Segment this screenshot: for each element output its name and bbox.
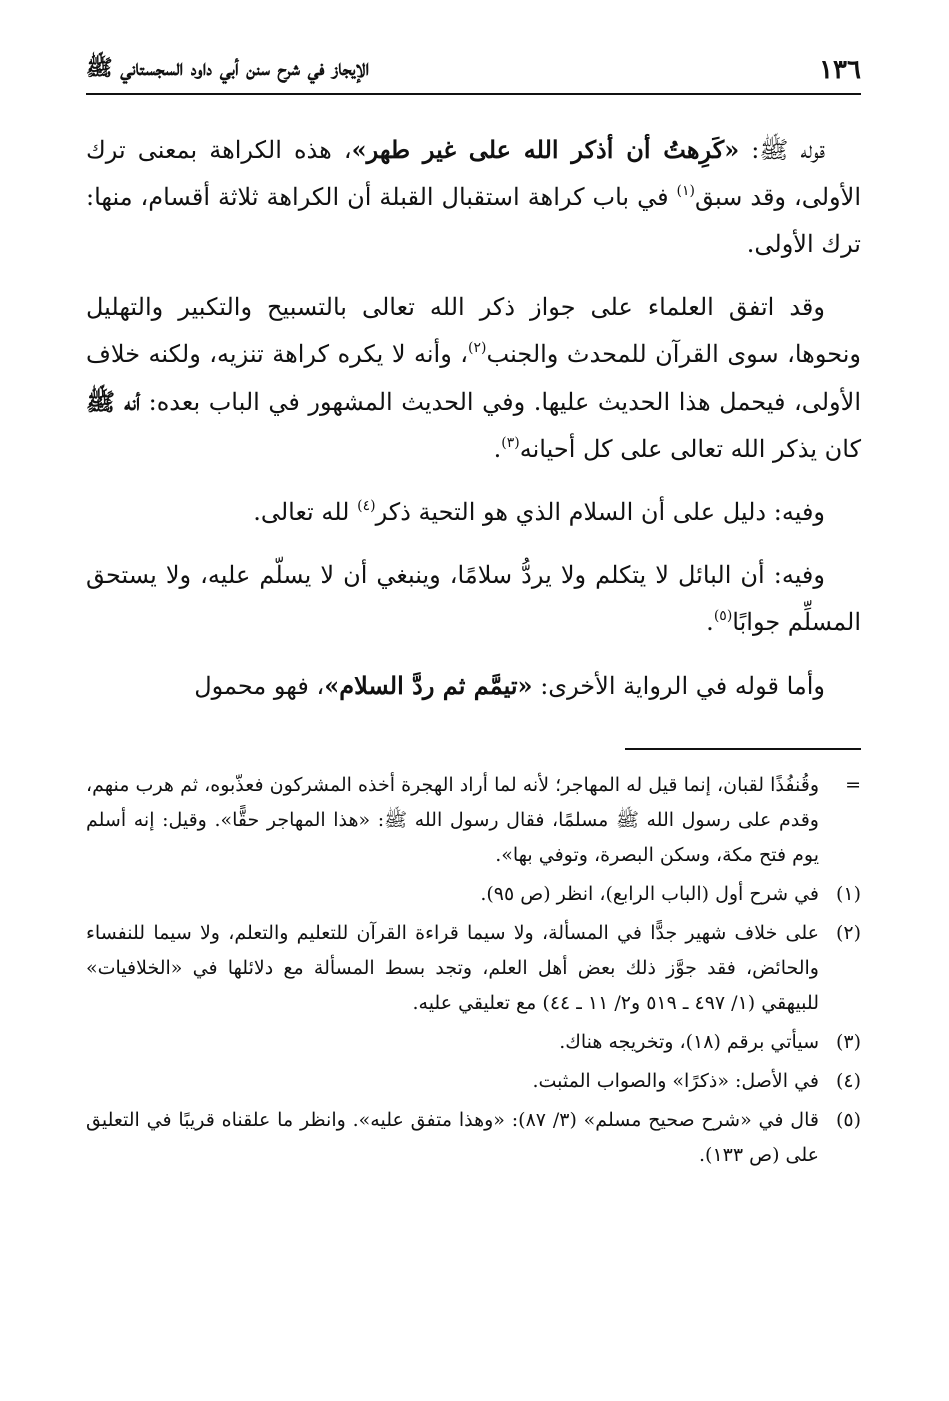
- text-run: ، وأنه لا يكره كراهة تنزيه، ولكنه خلاف الأولى، فيحمل هذا الحديث عليها. وفي الحديث المشهور في الباب بعده:: [86, 340, 861, 416]
- paragraph-4: [86, 552, 861, 646]
- hadith-quote: أنه ﷺ: [86, 387, 141, 416]
- text-run: .: [706, 608, 714, 636]
- footnote-separator: [625, 748, 861, 750]
- footnote-5: [86, 1103, 861, 1173]
- footnote-mark: (٢): [835, 922, 861, 944]
- footnote-3: [86, 1025, 861, 1060]
- footnote-1: [86, 877, 861, 912]
- text-run: وفيه: أن البائل لا يتكلم ولا يردُّ سلامًا، وينبغي أن لا يسلّم عليه، ولا يستحق المسلِّم جوابًا: [86, 561, 861, 636]
- running-title: الإيجاز في شرح سنن أبي داود السجستاني ﷺ: [86, 55, 370, 81]
- footnote-4: [86, 1064, 861, 1099]
- hadith-quote: «تيمَّم ثم ردَّ السلام»: [324, 671, 533, 700]
- footnote-text: قال في «شرح صحيح مسلم» (٣/ ٨٧): «وهذا متفق عليه». وانظر ما علقناه قريبًا في التعليق على (ص ١٣٣).: [86, 1109, 819, 1166]
- paragraph-5: [86, 662, 861, 710]
- header-rule: [86, 93, 861, 95]
- footnote-continuation: [86, 768, 861, 873]
- hadith-quote: «كَرِهتُ أن أذكر الله على غير طهر»: [351, 135, 740, 164]
- text-run: وفيه: دليل على أن السلام الذي هو التحية ذكر: [375, 498, 825, 526]
- footnotes: [86, 768, 861, 1177]
- page-header: [86, 50, 861, 90]
- text-run: .: [493, 435, 502, 463]
- text-run: وقد اتفق العلماء على جواز ذكر الله تعالى بالتسبيح والتكبير والتهليل ونحوها، سوى القرآن للمحدث والجنب: [86, 293, 861, 368]
- text-run: في باب كراهة استقبال القبلة أن الكراهة ثلاثة أقسام، منها: ترك الأولى.: [86, 183, 861, 258]
- text-run: قوله ﷺ:: [739, 136, 826, 164]
- footnote-mark: (٣): [835, 1031, 861, 1053]
- footnote-ref-4[interactable]: (٤): [357, 498, 376, 514]
- footnote-text: وقُنفُذًا لقبان، إنما قيل له المهاجر؛ لأنه لما أراد الهجرة أخذه المشركون فعذّبوه، ثم هرب منهم، وقدم على رسول الله ﷺ مسلمًا، فقال رسول الله ﷺ: «هذا المهاجر حقًّا». وقيل: إنه أسلم يوم فتح مكة، وسكن البصرة، وتوفي بها».: [86, 774, 819, 866]
- footnote-ref-1[interactable]: (١): [676, 183, 696, 199]
- footnote-mark: (٤): [835, 1070, 861, 1092]
- footnote-ref-5[interactable]: (٥): [713, 608, 733, 624]
- footnote-text: في الأصل: «ذكرًا» والصواب المثبت.: [532, 1070, 819, 1092]
- footnote-2: [86, 916, 861, 1021]
- text-run: ، هذه الكراهة بمعنى ترك الأولى، وقد سبق: [86, 136, 862, 211]
- text-run: ، فهو محمول: [194, 672, 325, 700]
- footnote-text: سيأتي برقم (١٨)، وتخريجه هناك.: [559, 1031, 819, 1053]
- footnote-ref-3[interactable]: (٣): [501, 435, 520, 451]
- text-run: وأما قوله في الرواية الأخرى:: [532, 672, 825, 700]
- footnote-text: على خلاف شهير جدًّا في المسألة، ولا سيما قراءة القرآن للتعليم والتعلم، ولا سيما للنفساء والحائض، فقد جوَّز ذلك بعض أهل العلم، وتجد بسط المسألة مع دلائلها في «الخلافيات» للبيهقي (١/ ٤٩٧ ـ ٥١٩ و٢/ ١١ ـ ٤٤) مع تعليقي عليه.: [86, 922, 819, 1014]
- paragraph-2: [86, 284, 861, 473]
- footnote-mark: (١): [835, 883, 861, 905]
- paragraph-3: [86, 489, 861, 536]
- footnote-text: في شرح أول (الباب الرابع)، انظر (ص ٩٥).: [480, 883, 819, 905]
- paragraph-1: [86, 126, 861, 268]
- footnote-ref-2[interactable]: (٢): [468, 340, 487, 356]
- footnote-mark: =: [845, 774, 861, 796]
- page-number: ١٣٦: [819, 55, 861, 85]
- text-run: لله تعالى.: [253, 498, 358, 526]
- main-text: [86, 126, 861, 726]
- footnote-mark: (٥): [835, 1109, 861, 1131]
- text-run: كان يذكر الله تعالى على كل أحيانه: [519, 435, 861, 463]
